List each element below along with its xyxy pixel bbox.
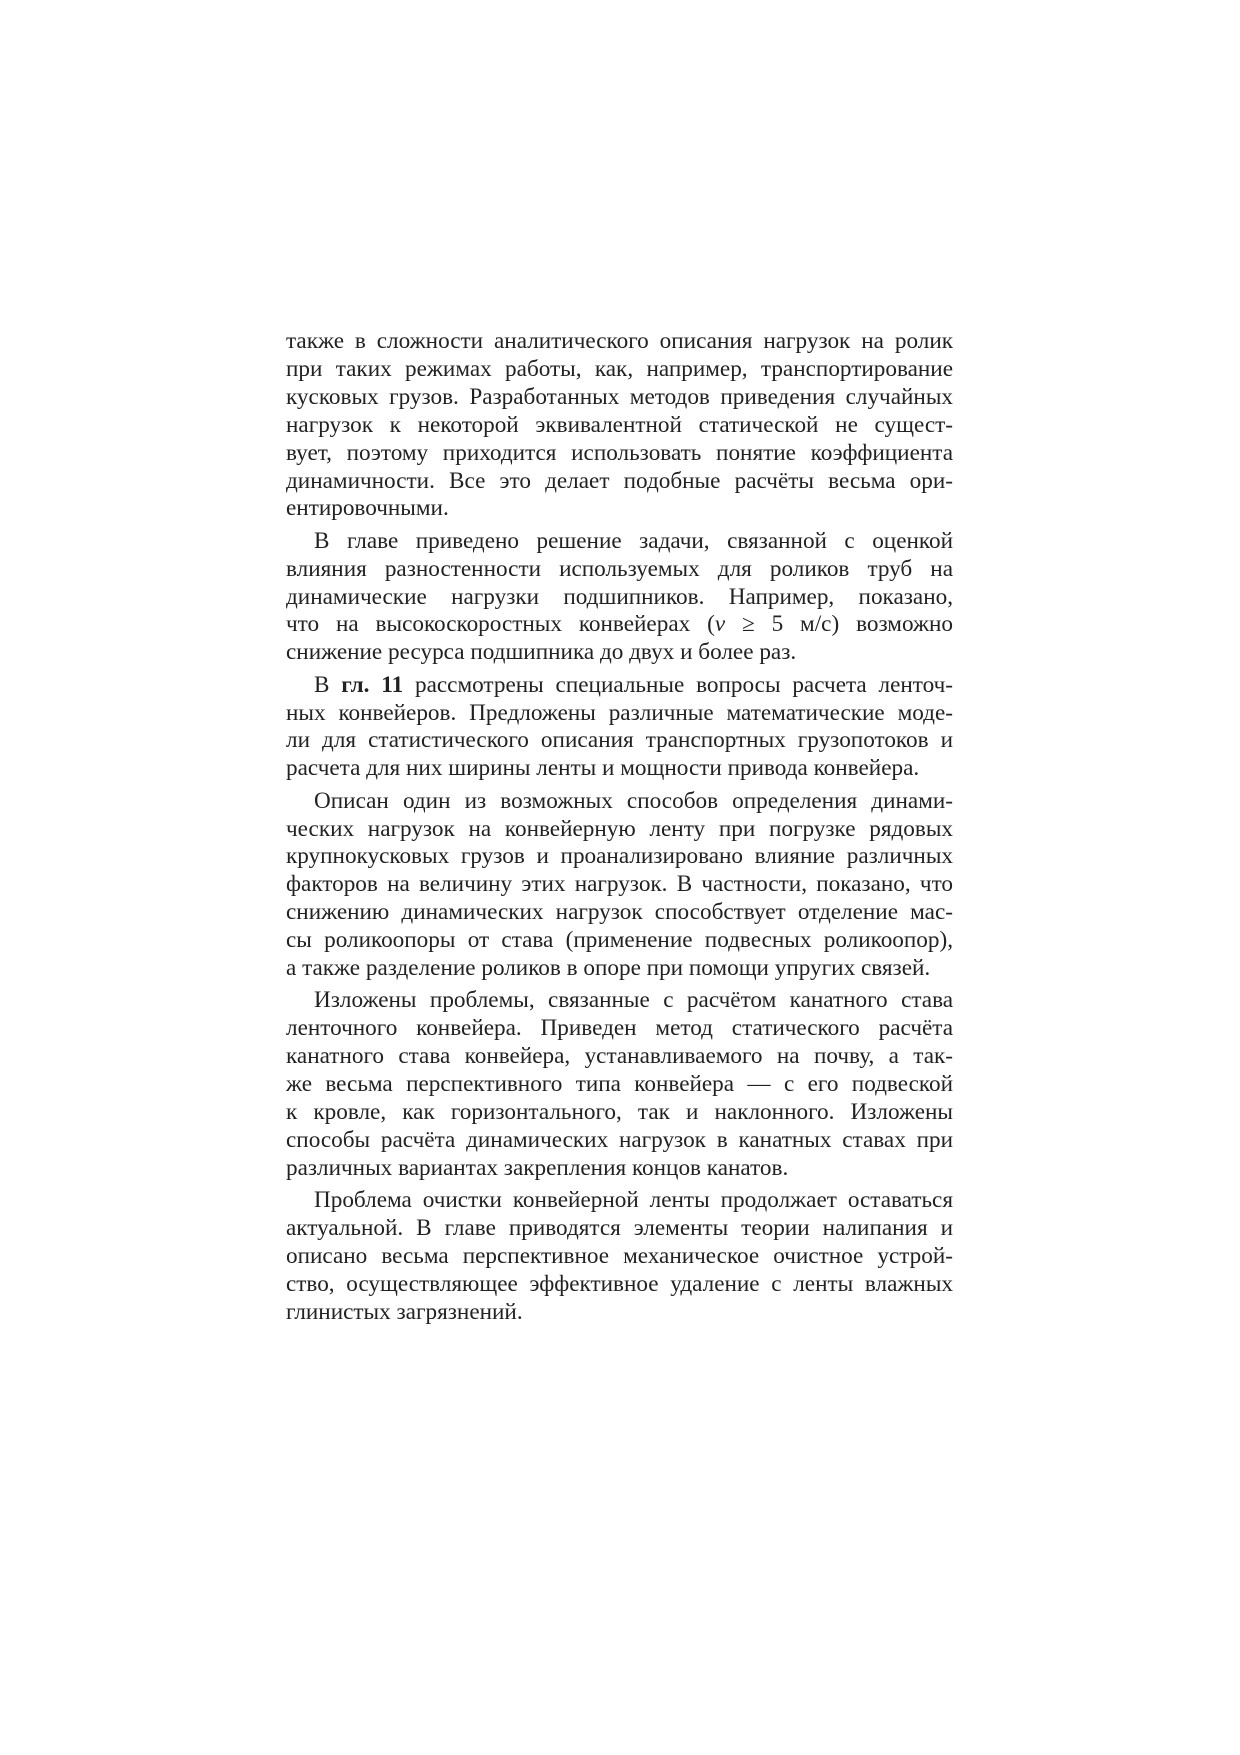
text-line: ческих нагрузок на конвейерную ленту при погрузке рядовых [286, 815, 953, 842]
paragraph-6 [286, 1187, 953, 1327]
paragraph-5 [286, 987, 953, 1182]
paragraph-3 [286, 672, 953, 784]
text-line: ных конвейеров. Предложены различные математические моде- [286, 699, 953, 726]
chapter-reference: гл. 11 [341, 671, 404, 698]
text-line: описано весьма перспективное механическое очистное устрой- [286, 1242, 953, 1269]
text-line: сы роликоопоры от става (применение подвесных роликоопор), [286, 927, 953, 954]
text-line: ленточного конвейера. Приведен метод статического расчёта [286, 1015, 953, 1042]
text-line: Проблема очистки конвейерной ленты продолжает оставаться [314, 1187, 953, 1214]
text-line: нагрузок к некоторой эквивалентной статической не сущест- [286, 411, 953, 438]
lead-text: В [314, 671, 342, 698]
text-line: факторов на величину этих нагрузок. В частности, показано, что [286, 871, 953, 898]
text-line: же весьма перспективного типа конвейера — с его подвеской [286, 1071, 953, 1098]
body-text [286, 328, 953, 1331]
text-line: крупнокусковых грузов и проанализировано влияние различных [286, 843, 953, 870]
text-line: влияния разностенности используемых для роликов труб на [286, 555, 953, 582]
text-line: расчета для них ширины ленты и мощности привода конвейера. [286, 755, 920, 782]
text-line: при таких режимах работы, как, например, транспортирование [286, 355, 953, 382]
text-line: что на высокоскоростных конвейерах (v ≥ 5 м/с) возможно [286, 611, 953, 638]
velocity-variable: v [714, 611, 726, 638]
text-line: канатного става конвейера, устанавливаемого на почву, а так- [286, 1043, 953, 1070]
text-line [286, 672, 953, 700]
text-line: различных вариантах закрепления концов канатов. [286, 1154, 789, 1181]
text-line: снижению динамических нагрузок способствует отделение мас- [286, 899, 953, 926]
text-line: Изложены проблемы, связанные с расчётом канатного става [314, 987, 953, 1014]
text-line: глинистых загрязнений. [286, 1298, 523, 1325]
text-line: динамичности. Все это делает подобные расчёты весьма ори- [286, 467, 953, 494]
text-line: В главе приведено решение задачи, связанной с оценкой [314, 527, 953, 554]
text-line: снижение ресурса подшипника до двух и более раз. [286, 639, 797, 666]
text-line: ство, осуществляющее эффективное удаление с ленты влажных [286, 1270, 953, 1297]
text-line: также в сложности аналитического описания нагрузок на ролик [286, 328, 953, 354]
text-line: актуальной. В главе приводятся элементы теории налипания и [286, 1215, 953, 1242]
text-line: динамические нагрузки подшипников. Например, показано, [286, 583, 953, 610]
text-line: к кровле, как горизонтального, так и наклонного. Изложены [286, 1099, 953, 1126]
paragraph-4 [286, 788, 953, 983]
paragraph-2 [286, 528, 953, 668]
text-line: Описан один из возможных способов определения динами- [314, 787, 953, 814]
text-line: а также разделение роликов в опоре при помощи упругих связей. [286, 955, 931, 982]
text-line: ли для статистического описания транспортных грузопотоков и [286, 727, 953, 754]
line-rest: рассмотрены специальные вопросы расчета ленточ- [403, 671, 954, 698]
text-line: способы расчёта динамических нагрузок в канатных ставах при [286, 1126, 953, 1153]
paragraph-1 [286, 328, 953, 523]
text-line: ентировочными. [286, 495, 449, 522]
text-line: вует, поэтому приходится использовать понятие коэффициента [286, 439, 953, 466]
text-line: кусковых грузов. Разработанных методов приведения случайных [286, 383, 953, 410]
